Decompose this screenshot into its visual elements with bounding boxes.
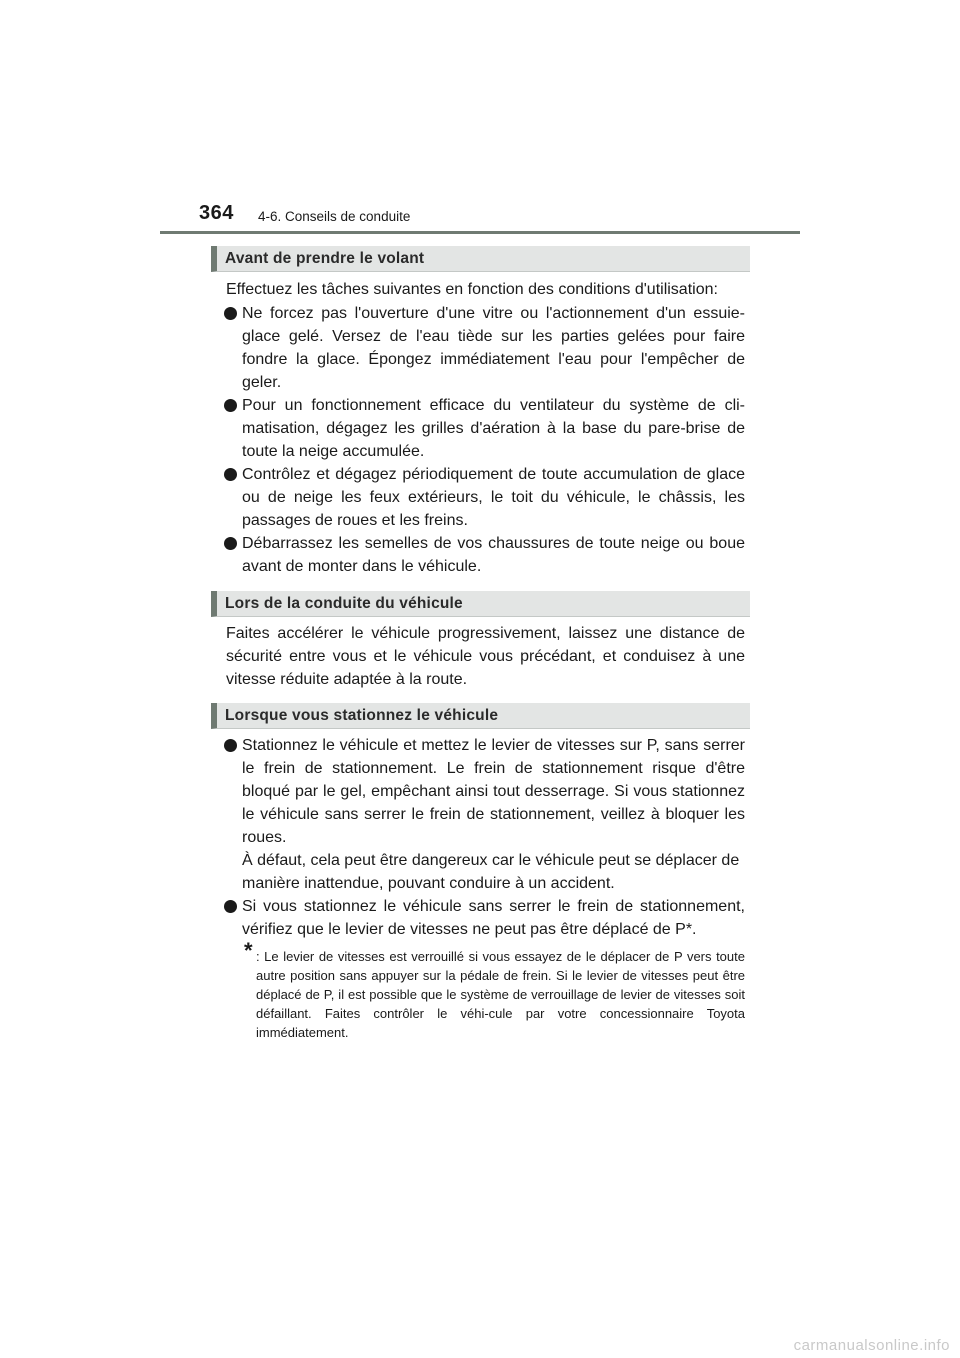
section-paragraph: Faites accélérer le véhicule progressivement, laissez une distance de sécurité entre vous et le véhicule vous précédant, et conduisez à une vitesse réduite adaptée à la route. (226, 625, 745, 688)
section-heading-text: Lorsque vous stationnez le véhicule (225, 707, 499, 724)
list-item-text: Ne forcez pas l'ouverture d'une vitre ou l'actionnement d'un essuie-glace gelé. Versez de l'eau tiède sur les parties gelées pour faire fondre la glace. Épongez immédiatement l'eau pour l'empêcher de geler. (242, 305, 745, 391)
footnote-text: : Le levier de vitesses est verrouillé si vous essayez de le déplacer de P vers toute autre position sans appuyer sur la pédale de frein. Si le levier de vitesses peut être déplacé de P, il est possible que le système de verrouillage de levier de vitesses soit défaillant. Faites contrôler le véhi-cule par votre concessionnaire Toyota immédiatement. (256, 949, 745, 1040)
chapter-title: 4-6. Conseils de conduite (258, 209, 411, 224)
list-item (224, 895, 745, 941)
section-heading-text: Lors de la conduite du véhicule (225, 595, 463, 612)
section-intro: Effectuez les tâches suivantes en fonction des conditions d'utilisation: (226, 281, 718, 298)
list-item (224, 394, 745, 463)
list-item-text: Débarrassez les semelles de vos chaussures de toute neige ou boue avant de monter dans le véhicule. (242, 535, 745, 575)
bullet-icon (224, 537, 237, 550)
bullet-icon (224, 739, 237, 752)
section-heading-text: Avant de prendre le volant (225, 250, 425, 267)
bullet-icon (224, 307, 237, 320)
list-item (224, 734, 745, 895)
footnote (244, 938, 745, 1042)
list-item-text: Pour un fonctionnement efficace du ventilateur du système de cli-matisation, dégagez les grilles d'aération à la base du pare-brise de toute la neige accumulée. (242, 397, 745, 460)
header-rule (160, 231, 800, 234)
bullet-icon (224, 468, 237, 481)
list-item-continuation: À défaut, cela peut être dangereux car le véhicule peut se déplacer de manière inattendue, pouvant conduire à un accident. (242, 852, 740, 892)
bullet-icon (224, 900, 237, 913)
list-item-text: Si vous stationnez le véhicule sans serrer le frein de stationnement, vérifiez que le levier de vitesses ne peut pas être déplacé de P*. (242, 898, 745, 938)
page-number: 364 (199, 202, 234, 224)
list-item (224, 302, 745, 394)
section-heading-while-driving (211, 591, 750, 617)
bullet-icon (224, 399, 237, 412)
watermark: carmanualsonline.info (793, 1337, 950, 1354)
list-item (224, 463, 745, 532)
section-heading-before-driving (211, 246, 750, 272)
footnote-marker: * (244, 938, 253, 963)
list-item-text: Contrôlez et dégagez périodiquement de toute accumulation de glace ou de neige les feux extérieurs, le toit du véhicule, le châssis, les passages de roues et les freins. (242, 466, 745, 529)
section-heading-parking (211, 703, 750, 729)
list-item (224, 532, 745, 578)
list-item-text: Stationnez le véhicule et mettez le levier de vitesses sur P, sans serrer le frein de stationnement. Le frein de stationnement risque d'être bloqué par le gel, empêchant ainsi tout desserrage. Si vous stationnez le véhicule sans serrer le frein de stationnement, veillez à bloquer les roues. (242, 737, 745, 846)
